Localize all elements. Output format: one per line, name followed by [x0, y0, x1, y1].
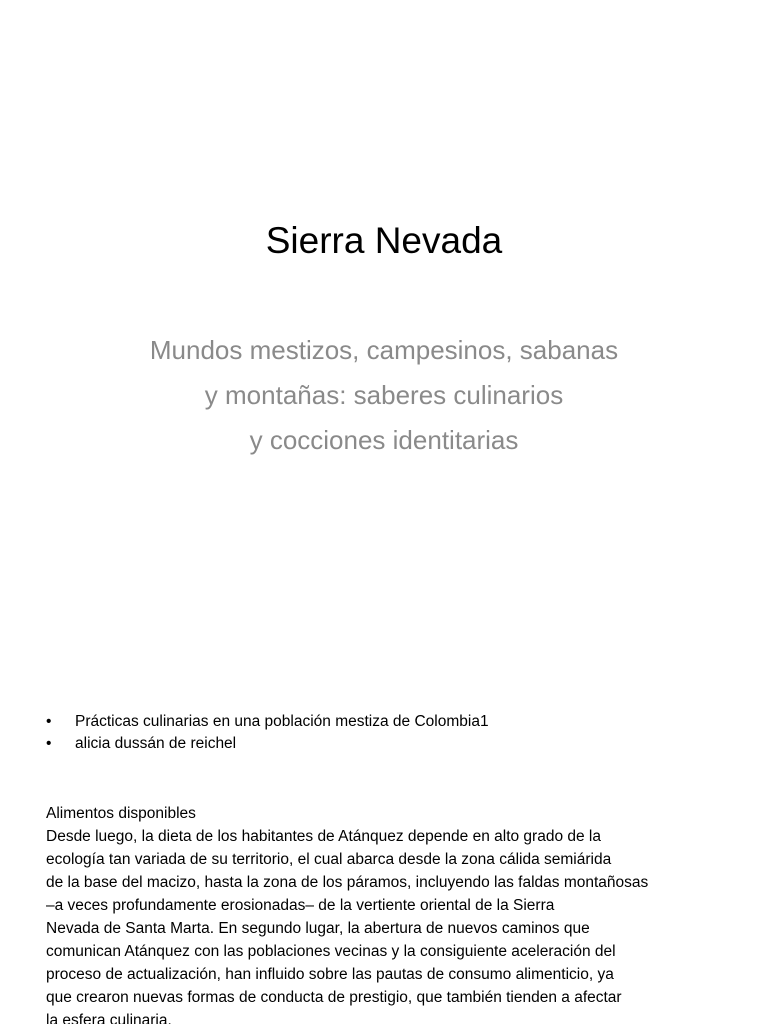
body-line: la esfera culinaria. — [46, 1012, 172, 1024]
subtitle-line: y cocciones identitarias — [249, 425, 519, 455]
body-line: Nevada de Santa Marta. En segundo lugar, la abertura de nuevos caminos que — [46, 920, 590, 937]
subtitle-line: y montañas: saberes culinarios — [204, 380, 564, 410]
bullet-item — [46, 711, 746, 733]
section-heading: Alimentos disponibles — [46, 805, 196, 822]
body-line: ecología tan variada de su territorio, el cual abarca desde la zona cálida semiárida — [46, 851, 612, 868]
bullet-text: alicia dussán de reichel — [75, 735, 237, 752]
body-line: Desde luego, la dieta de los habitantes de Atánquez depende en alto grado de la — [46, 828, 601, 845]
bullet-item — [46, 733, 746, 755]
body-line: de la base del macizo, hasta la zona de los páramos, incluyendo las faldas montañosas — [46, 874, 649, 891]
body-line: que crearon nuevas formas de conducta de prestigio, que también tienden a afectar — [46, 989, 622, 1006]
bullet-marker: • — [46, 713, 52, 730]
slide-subtitle — [0, 328, 768, 463]
bullet-text: Prácticas culinarias en una población mestiza de Colombia1 — [75, 713, 489, 730]
body-line: comunican Atánquez con las poblaciones vecinas y la consiguiente aceleración del — [46, 943, 616, 960]
body-line: –a veces profundamente erosionadas– de la vertiente oriental de la Sierra — [46, 897, 555, 914]
bullet-marker: • — [46, 735, 52, 752]
body-paragraph — [46, 802, 746, 1024]
bullet-list — [46, 711, 746, 755]
body-line: proceso de actualización, han influido sobre las pautas de consumo alimenticio, ya — [46, 966, 614, 983]
subtitle-line: Mundos mestizos, campesinos, sabanas — [149, 335, 619, 365]
slide-title: Sierra Nevada — [265, 220, 503, 261]
